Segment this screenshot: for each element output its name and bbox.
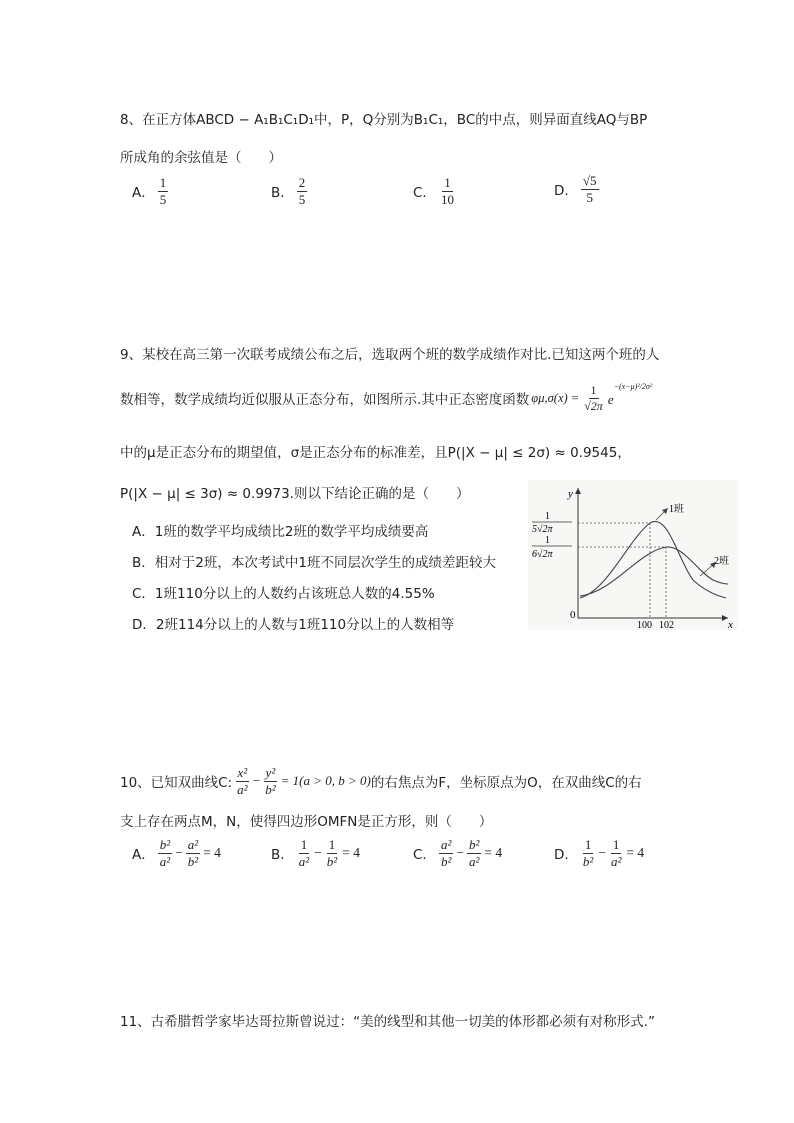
q8-stem-line2: 所成角的余弦值是（ ） bbox=[120, 150, 282, 166]
density-function-exponential: $e^{-(x-\mu)^2/2\sigma^2}$ bbox=[607, 381, 653, 408]
density-function-lhs: φμ,σ(x) = bbox=[531, 390, 580, 405]
class1-label: 1班 bbox=[669, 504, 684, 515]
normal-distribution-svg bbox=[528, 480, 738, 630]
q10-option-a[interactable]: A． $\frac{\text{b²}}{\text{a²}}$ − $\frac{\text{a²}}{\text{b²}}$ = 4 bbox=[132, 837, 221, 869]
y-tick1-den: 5√2π bbox=[532, 524, 553, 535]
q8-option-a[interactable]: A． $\frac{1}{5}$ bbox=[132, 175, 167, 207]
class2-label: 2班 bbox=[714, 556, 729, 567]
y-tick2-num: 1 bbox=[545, 535, 550, 546]
y-tick1-num: 1 bbox=[545, 511, 550, 522]
q9-line2: 数相等，数学成绩均近似服从正态分布，如图所示.其中正态密度函数 φμ,σ(x) = $\frac{1}{√2\pi}$ $e^{-(x-\mu)^2/2\sigma^2}$ bbox=[120, 381, 653, 413]
q8-line1: 8、在正方体ABCD − A₁B₁C₁D₁中，P，Q分别为B₁C₁，BC的中点，则异面直线AQ与BP bbox=[120, 112, 648, 128]
q8-option-c-fraction: $\frac{1}{10}$ bbox=[440, 175, 454, 207]
q9-option-d[interactable]: D．2班114分以上的人数与1班110分以上的人数相等 bbox=[132, 617, 455, 633]
q8-option-d[interactable]: D． $\frac{√5}{5}$ bbox=[554, 173, 597, 205]
q8-option-b[interactable]: B． $\frac{2}{5}$ bbox=[271, 175, 306, 207]
y-tick2-den: 6√2π bbox=[532, 549, 553, 560]
q11-line1: 11、古希腊哲学家毕达哥拉斯曾说过：“美的线型和其他一切美的体形都必须有对称形式.” bbox=[120, 1014, 655, 1030]
q10-line2: 支上存在两点M，N，使得四边形OMFN是正方形，则（ ） bbox=[120, 814, 493, 830]
x-tick-100: 100 bbox=[637, 620, 652, 630]
hyperbola-y-term: $\frac{\text{y²}}{\text{b²}}$ bbox=[265, 765, 276, 797]
q9-line3: 中的μ是正态分布的期望值，σ是正态分布的标准差，且P(|X − μ| ≤ 2σ) ≈ 0.9545， bbox=[120, 445, 631, 461]
figure-background bbox=[528, 480, 738, 630]
q10-option-d[interactable]: D． $\frac{1}{\text{b²}}$ − $\frac{1}{\text{a²}}$ = 4 bbox=[554, 837, 645, 869]
q8-option-d-fraction: $\frac{√5}{5}$ bbox=[582, 173, 597, 205]
density-function-coefficient: $\frac{1}{√2\pi}$ bbox=[584, 383, 603, 413]
q8-option-a-fraction: $\frac{1}{5}$ bbox=[159, 175, 167, 207]
q10-line1: 10、已知双曲线C: $\frac{\text{x²}}{\text{a²}}$ − $\frac{\text{y²}}{\text{b²}}$ = 1(a > 0, b > 0) 的右焦点为F，坐标原点为O，在双曲线C的右 bbox=[120, 765, 642, 797]
origin-label: 0 bbox=[570, 609, 576, 621]
y-axis-label: y bbox=[568, 488, 573, 500]
hyperbola-condition: = 1(a > 0, b > 0) bbox=[280, 773, 371, 789]
hyperbola-x-term: $\frac{\text{x²}}{\text{a²}}$ bbox=[237, 765, 248, 797]
q9-line4: P(|X − μ| ≤ 3σ) ≈ 0.9973.则以下结论正确的是（ ） bbox=[120, 486, 470, 502]
x-axis-label: x bbox=[728, 619, 733, 630]
q8-option-c[interactable]: C． $\frac{1}{10}$ bbox=[413, 175, 454, 207]
q10-option-c[interactable]: C． $\frac{\text{a²}}{\text{b²}}$ − $\frac{\text{b²}}{\text{a²}}$ = 4 bbox=[413, 837, 503, 869]
q9-option-b[interactable]: B．相对于2班，本次考试中1班不同层次学生的成绩差距较大 bbox=[132, 555, 496, 571]
x-tick-102: 102 bbox=[659, 620, 674, 630]
q8-option-b-fraction: $\frac{2}{5}$ bbox=[298, 175, 306, 207]
q9-line1: 9、某校在高三第一次联考成绩公布之后，选取两个班的数学成绩作对比.已知这两个班的人 bbox=[120, 347, 660, 363]
normal-distribution-figure bbox=[528, 480, 738, 630]
q8-stem bbox=[120, 108, 647, 128]
q9-option-a[interactable]: A．1班的数学平均成绩比2班的数学平均成绩要高 bbox=[132, 524, 429, 540]
q10-option-b[interactable]: B． $\frac{1}{\text{a²}}$ − $\frac{1}{\text{b²}}$ = 4 bbox=[271, 837, 360, 869]
q9-option-c[interactable]: C．1班110分以上的人数约占该班总人数的4.55% bbox=[132, 586, 435, 602]
